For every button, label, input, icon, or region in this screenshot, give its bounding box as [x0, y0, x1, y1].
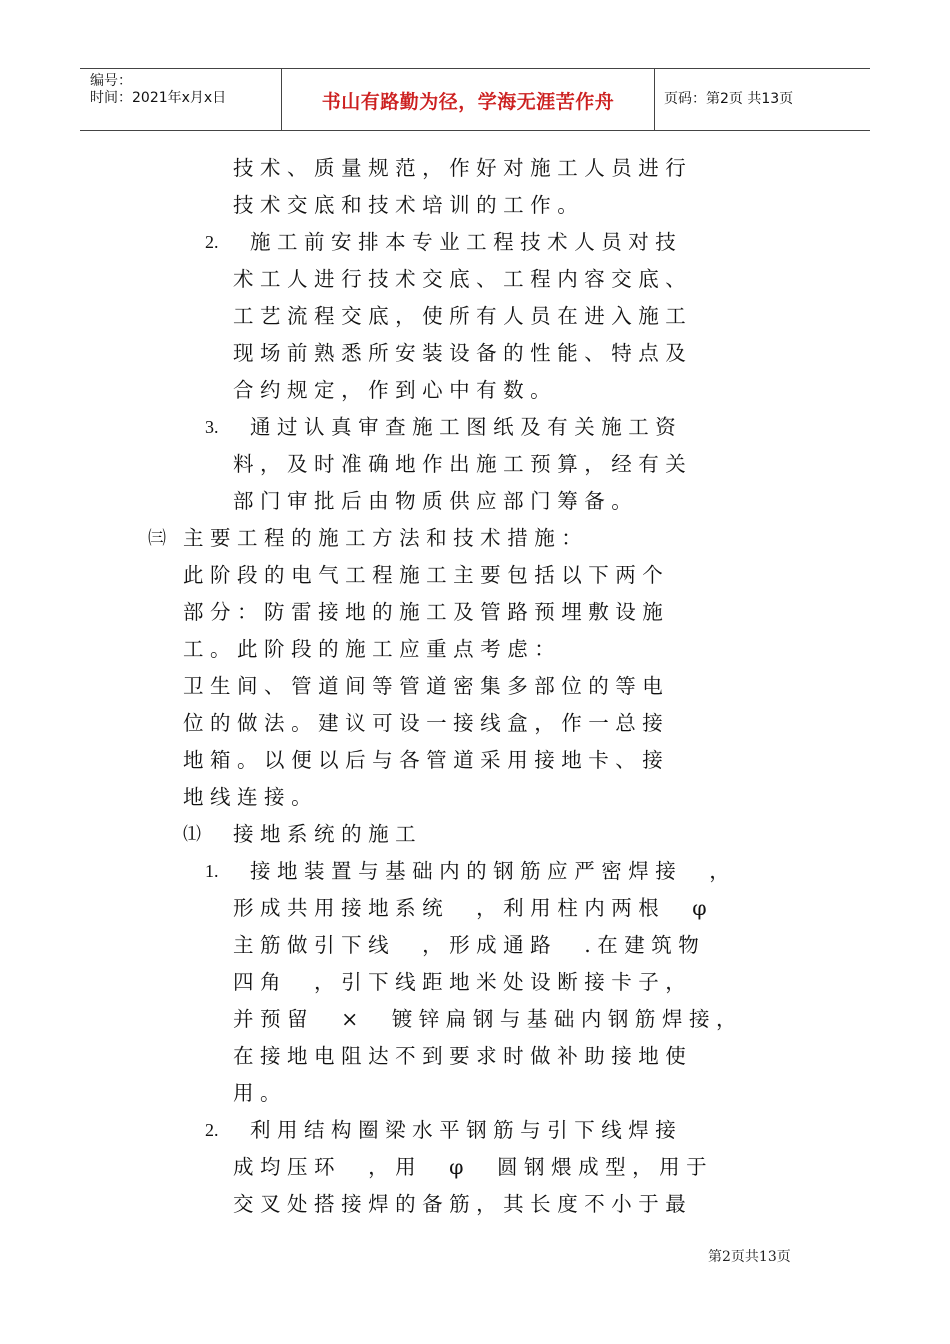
text-line: 技 术 交 底 和 技 术 培 训 的 工 作 。	[233, 193, 578, 217]
text-line: 工 艺 流 程 交 底 ， 使 所 有 人 员 在 进 入 施 工	[233, 304, 686, 328]
text-line: 部 门 审 批 后 由 物 质 供 应 部 门 筹 备 。	[233, 489, 632, 513]
text-line: 成 均 压 环 ， 用 φ 圆 钢 煨 成 型 ， 用 于	[233, 1155, 707, 1179]
subsection-mark: ⑴	[183, 824, 201, 844]
item-number: 3.	[205, 417, 219, 437]
subsection-heading: 接 地 系 统 的 施 工	[233, 822, 416, 846]
number-label: 编号：	[90, 73, 132, 89]
text-line: 工 。 此 阶 段 的 施 工 应 重 点 考 虑 ：	[183, 637, 555, 661]
text-line: 用 。	[233, 1081, 281, 1105]
item-number: 2.	[205, 232, 219, 252]
text-line: 并 预 留 × 镀 锌 扁 钢 与 基 础 内 钢 筋 焊 接 ，	[233, 1007, 737, 1031]
item-number: 2.	[205, 1120, 219, 1140]
time-label: 时间：2021年x月x日	[90, 90, 227, 106]
text-line: 接 地 装 置 与 基 础 内 的 钢 筋 应 严 密 焊 接 ，	[250, 859, 730, 883]
section-mark: ㈢	[148, 528, 166, 548]
header-meta-cell	[80, 69, 282, 130]
page-code: 页码：第2页 共13页	[664, 91, 794, 107]
header-page-cell	[655, 69, 870, 130]
text-line: 地 箱 。 以 便 以 后 与 各 管 道 采 用 接 地 卡 、 接	[183, 748, 663, 772]
text-line: 利 用 结 构 圈 梁 水 平 钢 筋 与 引 下 线 焊 接	[250, 1118, 676, 1142]
text-line: 在 接 地 电 阻 达 不 到 要 求 时 做 补 助 接 地 使	[233, 1044, 686, 1068]
text-line: 主 筋 做 引 下 线 ， 形 成 通 路 . 在 建 筑 物	[233, 933, 699, 957]
text-line: 交 叉 处 搭 接 焊 的 备 筋 ， 其 长 度 不 小 于 最	[233, 1192, 686, 1216]
page-header	[80, 68, 870, 131]
text-line: 合 约 规 定 ， 作 到 心 中 有 数 。	[233, 378, 551, 402]
text-line: 部 分 ： 防 雷 接 地 的 施 工 及 管 路 预 埋 敷 设 施	[183, 600, 663, 624]
section-heading: 主 要 工 程 的 施 工 方 法 和 技 术 措 施 ：	[183, 526, 582, 550]
text-line: 卫 生 间 、 管 道 间 等 管 道 密 集 多 部 位 的 等 电	[183, 674, 663, 698]
text-line: 通 过 认 真 审 查 施 工 图 纸 及 有 关 施 工 资	[250, 415, 676, 439]
text-line: 技 术 、 质 量 规 范 ， 作 好 对 施 工 人 员 进 行	[233, 156, 686, 180]
text-line: 此 阶 段 的 电 气 工 程 施 工 主 要 包 括 以 下 两 个	[183, 563, 663, 587]
text-line: 术 工 人 进 行 技 术 交 底 、 工 程 内 容 交 底 、	[233, 267, 686, 291]
text-line: 料 ， 及 时 准 确 地 作 出 施 工 预 算 ， 经 有 关	[233, 452, 686, 476]
item-number: 1.	[205, 861, 219, 881]
text-line: 位 的 做 法 。 建 议 可 设 一 接 线 盒 ， 作 一 总 接	[183, 711, 663, 735]
text-line: 现 场 前 熟 悉 所 安 装 设 备 的 性 能 、 特 点 及	[233, 341, 686, 365]
header-motto-cell	[282, 69, 655, 130]
text-line: 地 线 连 接 。	[183, 785, 312, 809]
text-line: 施 工 前 安 排 本 专 业 工 程 技 术 人 员 对 技	[250, 230, 676, 254]
text-line: 四 角 ， 引 下 线 距 地 米 处 设 断 接 卡 子 ，	[233, 970, 686, 994]
text-line: 形 成 共 用 接 地 系 统 ， 利 用 柱 内 两 根 φ	[233, 896, 707, 920]
page-footer: 第2页共13页	[708, 1249, 791, 1265]
header-motto: 书山有路勤为径，学海无涯苦作舟	[321, 91, 615, 113]
